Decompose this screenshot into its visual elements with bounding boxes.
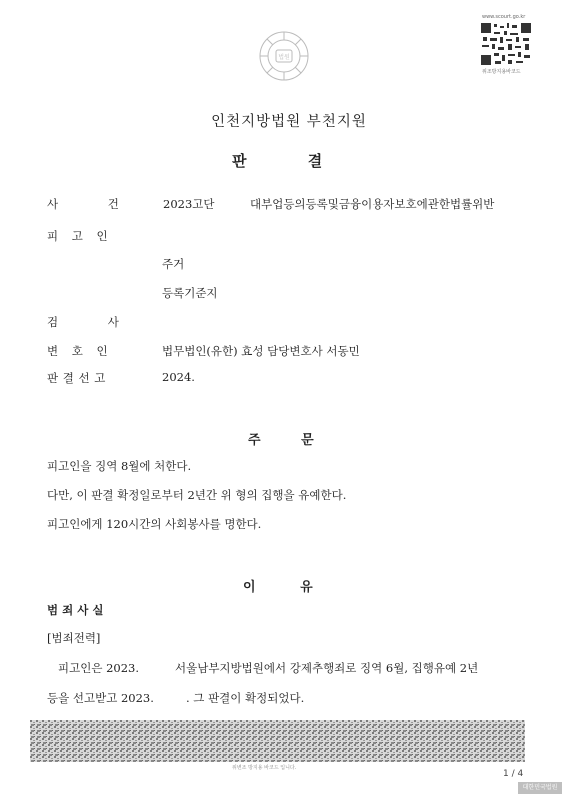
seal-text: 법원 [278,54,290,61]
case-name: 대부업등의등록및금융이용자보호에관한법률위반 [250,197,495,211]
counsel-value: 법무법인(유한) 효성 담당변호사 서동민 [162,344,360,358]
case-label: 사 건 [47,197,119,211]
criminal-record-heading: [범죄전력] [47,631,101,645]
case-number: 2023고단 [163,197,215,211]
para2-part-a: 등을 선고받고 2023. [47,691,154,705]
court-stamp: 대한민국법원 [518,782,562,794]
para1-part-b: 서울남부지방법원에서 강제추행죄로 징역 6월, 집행유예 2년 [175,661,479,675]
prosecutor-label: 검 사 [47,315,119,329]
document-title: 판 결 [232,152,323,170]
crime-facts-heading: 범 죄 사 실 [47,603,104,617]
verdict-date-label: 판 결 선 고 [47,371,106,385]
defendant-label: 피 고 인 [47,229,108,243]
barcode-caption: 위변조 방지용 바코드 입니다. [232,765,297,771]
court-name: 인천지방법원 부천지원 [211,114,367,130]
order-line-3: 피고인에게 120시간의 사회봉사를 명한다. [47,517,262,531]
reasons-heading: 이 유 [243,580,313,595]
court-seal-icon [258,30,310,82]
order-line-2: 다만, 이 판결 확정일로부터 2년간 위 형의 집행을 유예한다. [47,488,347,502]
para1-part-a: 피고인은 2023. [58,661,140,675]
order-heading: 주 문 [248,433,314,448]
counsel-label: 변 호 인 [47,344,108,358]
registry: 등록기준지 [162,286,218,300]
para2-part-b: . 그 판결이 확정되었다. [186,691,305,705]
qr-code-icon [480,22,532,66]
verdict-date: 2024. [162,370,195,384]
qr-url: www.scourt.go.kr [482,14,526,20]
residence: 주거 [162,257,185,271]
anti-forgery-barcode [30,720,525,762]
page-number: 1 / 4 [503,769,524,779]
order-line-1: 피고인을 징역 8월에 처한다. [47,459,192,473]
qr-caption: 위조방지용바코드 [482,69,521,75]
